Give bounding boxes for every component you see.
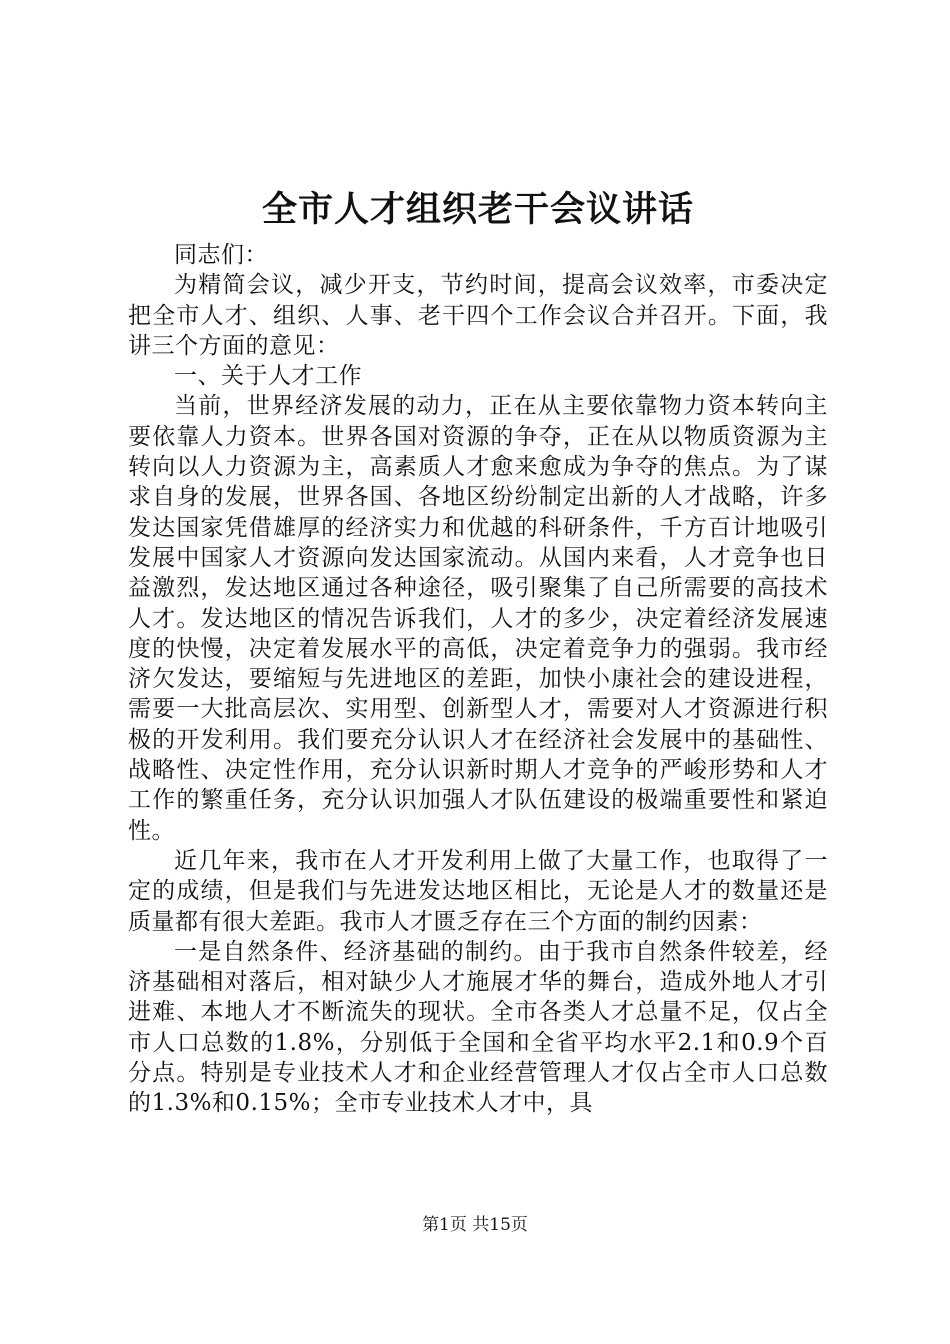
page-footer: 第1页 共15页 — [422, 1215, 528, 1235]
salutation: 同志们： — [174, 242, 268, 268]
document-body — [128, 240, 828, 1119]
document-page — [128, 180, 828, 1119]
paragraph: 当前，世界经济发展的动力，正在从主要依靠物力资本转向主要依靠人力资本。世界各国对资源的争夺，正在从以物质资源为主转向以人力资源为主，高素质人才愈来愈成为争夺的焦点。为了谋求自身的发展，世界各国、各地区纷纷制定出新的人才战略，许多发达国家凭借雄厚的经济实力和优越的科研条件，千方百计地吸引发展中国家人才资源向发达国家流动。从国内来看，人才竞争也日益激烈，发达地区通过各种途径，吸引聚集了自己所需要的高技术人才。发达地区的情况告诉我们，人才的多少，决定着经济发展速度的快慢，决定着发展水平的高低，决定着竞争力的强弱。我市经济欠发达，要缩短与先进地区的差距，加快小康社会的建设进程，需要一大批高层次、实用型、创新型人才，需要对人才资源进行积极的开发利用。我们要充分认识人才在经济社会发展中的基础性、战略性、决定性作用，充分认识新时期人才竞争的严峻形势和人才工作的繁重任务，充分认识加强人才队伍建设的极端重要性和紧迫性。 — [128, 393, 828, 844]
paragraph: 一是自然条件、经济基础的制约。由于我市自然条件较差，经济基础相对落后，相对缺少人才施展才华的舞台，造成外地人才引进难、本地人才不断流失的现状。全市各类人才总量不足，仅占全市人口总数的1.8%，分别低于全国和全省平均水平2.1和0.9个百分点。特别是专业技术人才和企业经营管理人才仅占全市人口总数的1.3%和0.15%；全市专业技术人才中，具 — [128, 938, 828, 1117]
document-title: 全市人才组织老干会议讲话 — [261, 189, 694, 230]
paragraph-intro: 为精简会议，减少开支，节约时间，提高会议效率，市委决定把全市人才、组织、人事、老干四个工作会议合并召开。下面，我讲三个方面的意见： — [128, 272, 828, 359]
section-heading: 一、关于人才工作 — [174, 363, 362, 390]
paragraph: 近几年来，我市在人才开发利用上做了大量工作，也取得了一定的成绩，但是我们与先进发达地区相比，无论是人才的数量还是质量都有很大差距。我市人才匮乏存在三个方面的制约因素： — [128, 847, 828, 935]
